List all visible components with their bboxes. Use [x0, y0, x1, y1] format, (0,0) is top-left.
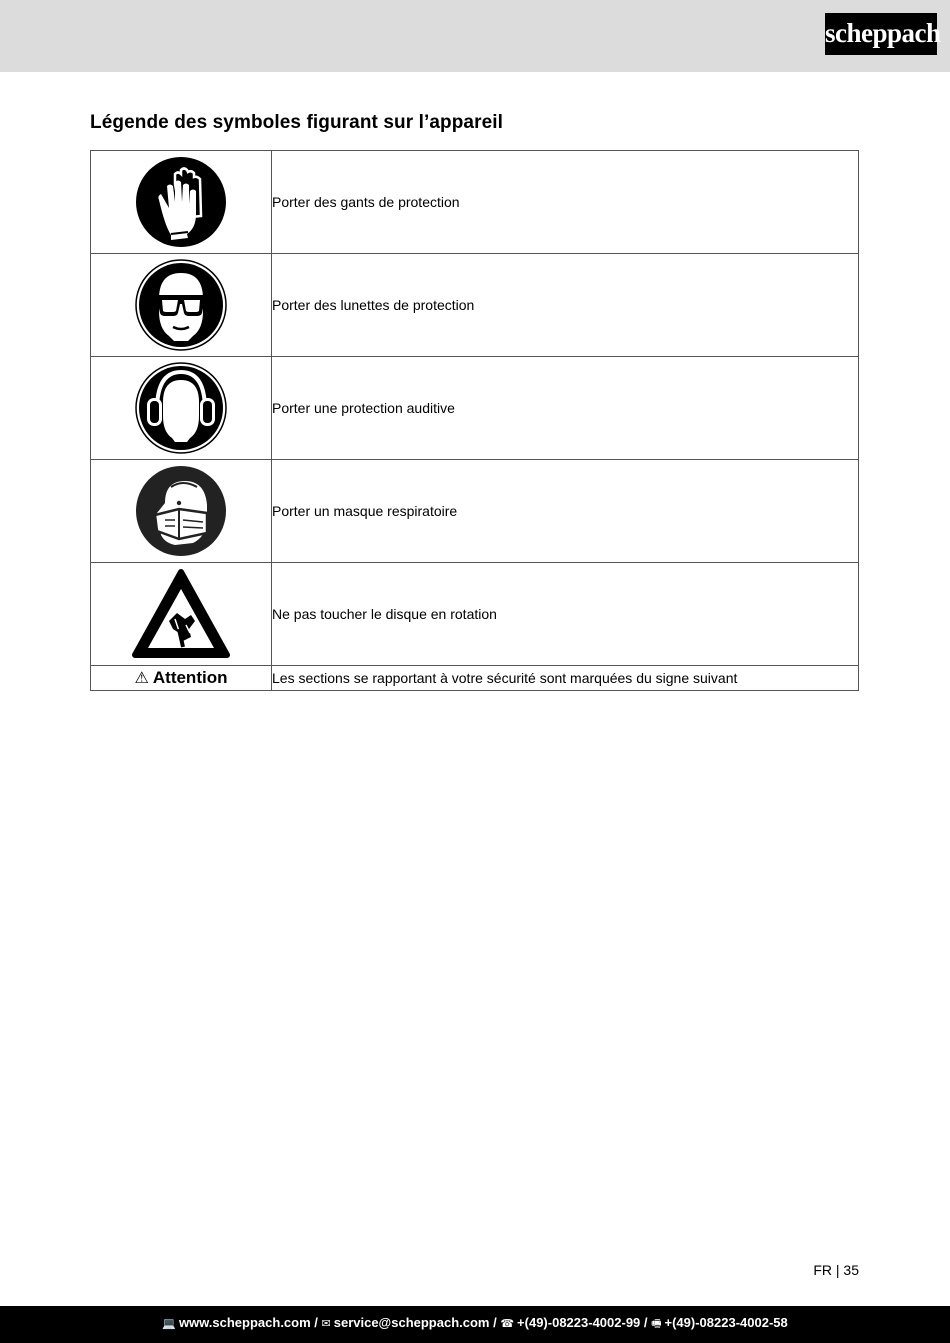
- attention-cell: [91, 666, 272, 691]
- computer-icon: 💻: [162, 1318, 176, 1330]
- legend-text: Porter des gants de protection: [272, 151, 859, 254]
- footer-fax: +(49)-08223-4002-58: [664, 1315, 788, 1330]
- safety-glasses-icon: [135, 259, 227, 351]
- header-band: [0, 0, 950, 72]
- rotating-disc-warning-icon: [131, 567, 231, 661]
- table-row: [91, 151, 859, 254]
- table-row: [91, 254, 859, 357]
- page-title: Légende des symboles figurant sur l’appareil: [90, 112, 504, 133]
- symbol-cell: [91, 460, 272, 563]
- page-number: FR | 35: [813, 1262, 859, 1278]
- footer-phone: +(49)-08223-4002-99 /: [517, 1315, 648, 1330]
- table-row: [91, 563, 859, 666]
- fax-icon: 🖷: [651, 1318, 662, 1330]
- table-row: [91, 666, 859, 691]
- symbol-cell: [91, 151, 272, 254]
- symbol-cell: [91, 357, 272, 460]
- attention-label: Attention: [152, 668, 228, 687]
- ear-protection-icon: [135, 362, 227, 454]
- table-row: [91, 460, 859, 563]
- footer-band: [0, 1306, 950, 1343]
- email-icon: ✉: [321, 1318, 331, 1330]
- phone-icon: ☎: [500, 1318, 515, 1330]
- gloves-icon: [135, 156, 227, 248]
- footer-email: service@scheppach.com /: [333, 1315, 497, 1330]
- legend-text: Porter un masque respiratoire: [272, 460, 859, 563]
- legend-text: Porter des lunettes de protection: [272, 254, 859, 357]
- symbol-cell: [91, 563, 272, 666]
- footer-website: www.scheppach.com /: [178, 1315, 318, 1330]
- warning-triangle-icon: ⚠: [134, 670, 149, 687]
- scheppach-logo: scheppach: [825, 13, 937, 55]
- legend-text: Porter une protection auditive: [272, 357, 859, 460]
- table-row: [91, 357, 859, 460]
- symbol-cell: [91, 254, 272, 357]
- legend-text: Les sections se rapportant à votre sécurité sont marquées du signe suivant: [272, 666, 859, 691]
- respirator-mask-icon: [135, 465, 227, 557]
- legend-text: Ne pas toucher le disque en rotation: [272, 563, 859, 666]
- symbol-legend-table: [90, 150, 859, 691]
